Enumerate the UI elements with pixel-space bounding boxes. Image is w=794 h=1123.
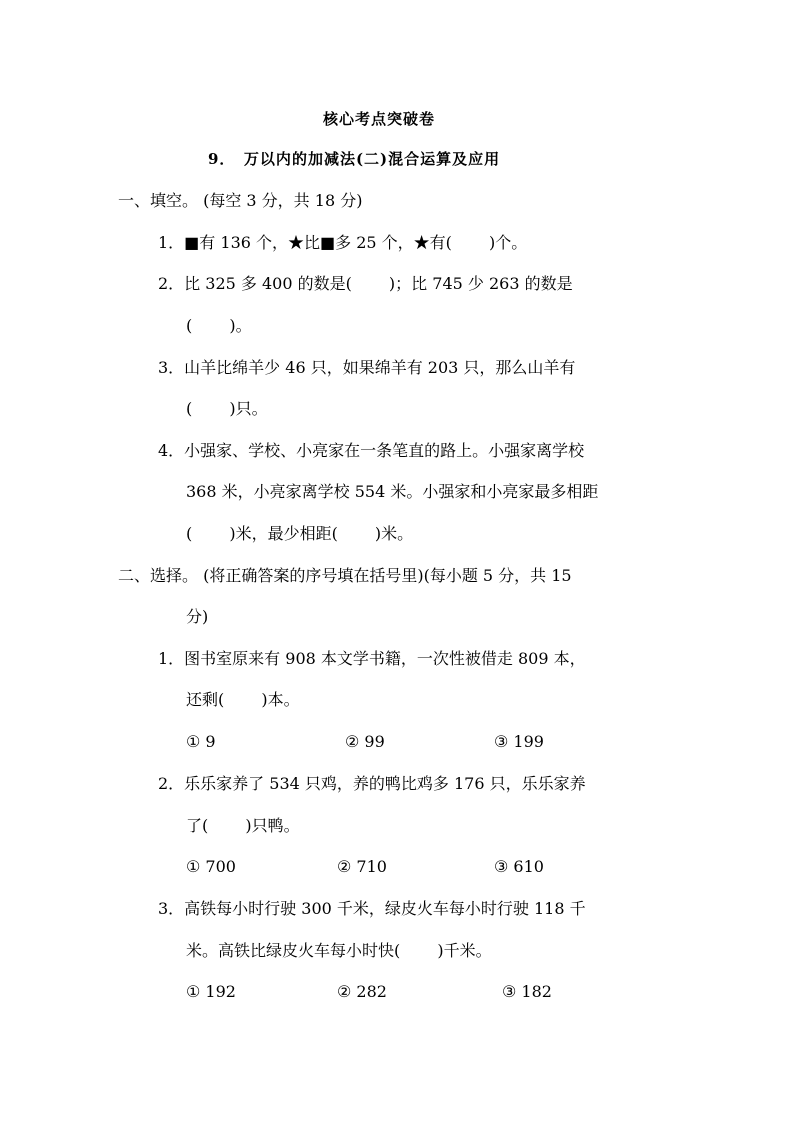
- section2-question-3-option-2: ② 282: [337, 982, 387, 1001]
- section2-question-3-line-2: 米。高铁比绿皮火车每小时快( )千米。: [186, 941, 492, 960]
- section2-question-1-line-1: 1．图书室原来有 908 本文学书籍，一次性被借走 809 本，: [158, 649, 586, 668]
- page-subtitle: 9． 万以内的加减法(二)混合运算及应用: [208, 150, 501, 168]
- section2-question-2-option-2: ② 710: [337, 857, 387, 876]
- section2-question-2-line-1: 2．乐乐家养了 534 只鸡，养的鸭比鸡多 176 只，乐乐家养: [158, 774, 586, 793]
- section2-heading-line-1: 二、选择。 (将正确答案的序号填在括号里)(每小题 5 分，共 15: [118, 566, 572, 585]
- section2-question-3-option-3: ③ 182: [502, 982, 552, 1001]
- page-title: 核心考点突破卷: [323, 110, 436, 128]
- section2-question-1-line-2: 还剩( )本。: [186, 690, 300, 709]
- section1-question-4-line-3: ( )米，最少相距( )米。: [186, 524, 414, 543]
- section2-question-3-line-1: 3．高铁每小时行驶 300 千米，绿皮火车每小时行驶 118 千: [158, 899, 586, 918]
- section2-question-1-option-1: ① 9: [186, 732, 216, 751]
- section1-question-3-line-1: 3．山羊比绵羊少 46 只，如果绵羊有 203 只，那么山羊有: [158, 358, 576, 377]
- section1-question-4-line-2: 368 米，小亮家离学校 554 米。小强家和小亮家最多相距: [186, 482, 599, 501]
- section2-question-2-option-3: ③ 610: [494, 857, 544, 876]
- section1-question-2-line-1: 2．比 325 多 400 的数是( )；比 745 少 263 的数是: [158, 274, 573, 293]
- section2-question-3-option-1: ① 192: [186, 982, 236, 1001]
- section2-question-2-line-2: 了( )只鸭。: [186, 816, 300, 835]
- section1-question-3-line-2: ( )只。: [186, 399, 268, 418]
- section2-heading-line-2: 分): [186, 607, 209, 626]
- section1-question-2-line-2: ( )。: [186, 316, 252, 335]
- section2-question-1-option-3: ③ 199: [494, 732, 544, 751]
- section1-question-1: 1．■有 136 个，★比■多 25 个，★有( )个。: [158, 233, 528, 252]
- section1-question-4-line-1: 4．小强家、学校、小亮家在一条笔直的路上。小强家离学校: [158, 441, 585, 460]
- section1-heading: 一、填空。 (每空 3 分，共 18 分): [118, 191, 363, 210]
- section2-question-2-option-1: ① 700: [186, 857, 236, 876]
- section2-question-1-option-2: ② 99: [345, 732, 385, 751]
